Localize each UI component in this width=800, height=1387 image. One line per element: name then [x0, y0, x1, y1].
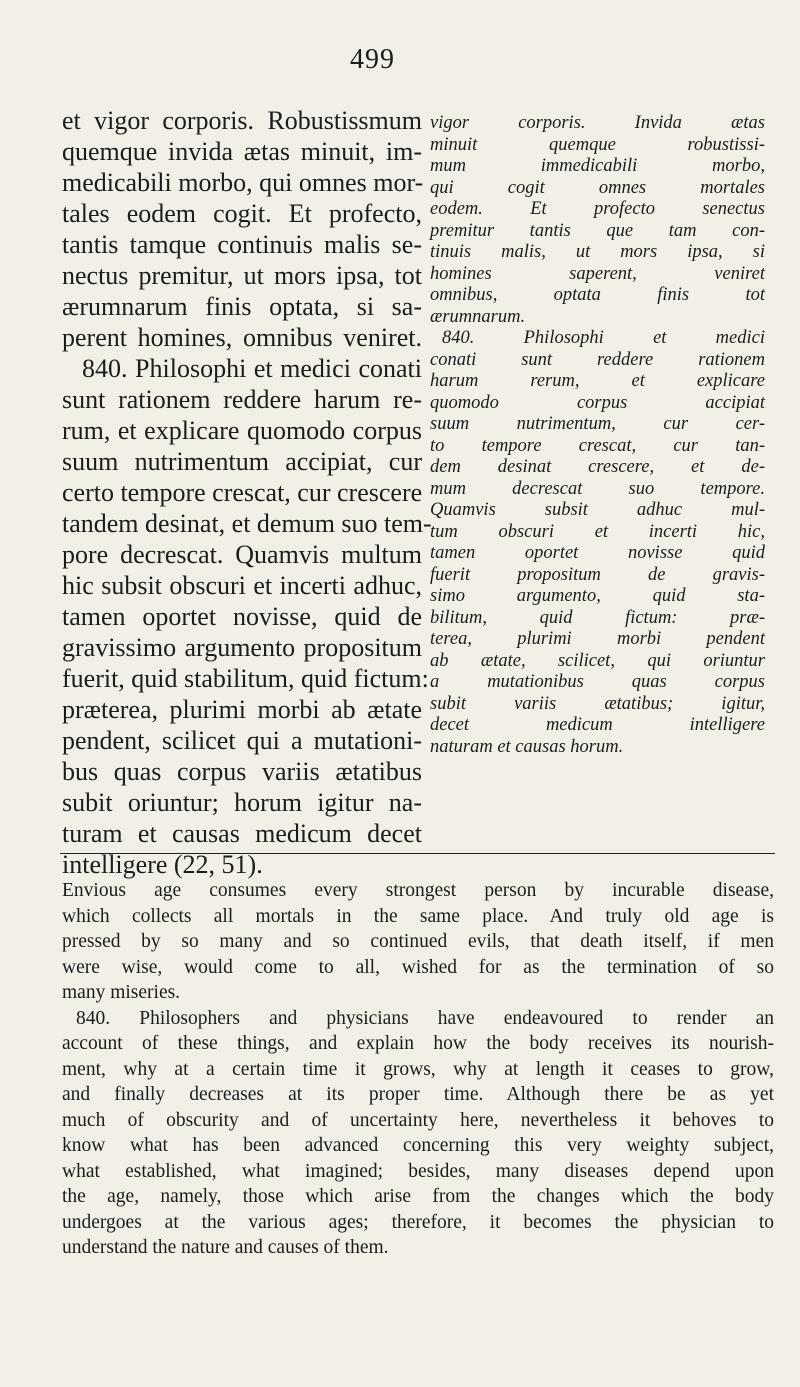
- latin-line: ærumnarum finis optata, si sa-: [62, 292, 422, 321]
- ordo-line: Quamvis subsit adhuc mul-: [430, 500, 765, 520]
- latin-line: et vigor corporis. Robustissmum: [62, 106, 422, 135]
- ordo-line: bilitum, quid fictum: præ-: [430, 607, 765, 628]
- ordo-line: suum nutrimentum, cur cer-: [430, 414, 765, 434]
- translation-line: pressed by so many and so continued evils, that death itself, if men: [62, 931, 774, 952]
- ordo-line: 840. Philosophi et medici: [442, 328, 765, 348]
- page-number: 499: [350, 44, 395, 75]
- translation-line: were wise, would come to all, wished for as the termination of so: [62, 956, 774, 978]
- latin-line: intelligere (22, 51).: [62, 850, 263, 879]
- ordo-line: ab ætate, scilicet, qui oriuntur: [430, 650, 765, 671]
- latin-line: sunt rationem reddere harum re-: [62, 385, 422, 414]
- latin-line: perent homines, omnibus veniret.: [62, 323, 422, 352]
- latin-line: pendent, scilicet qui a mutationi-: [62, 726, 422, 755]
- ordo-line: mum decrescat suo tempore.: [430, 478, 765, 499]
- latin-text-column: [62, 105, 432, 880]
- translation-line: and finally decreases at its proper time. Although there be as yet: [62, 1084, 774, 1105]
- ordo-line: minuit quemque robustissi-: [430, 134, 765, 155]
- ordo-line: harum rerum, et explicare: [430, 371, 765, 391]
- ordo-line: dem desinat crescere, et de-: [430, 457, 765, 477]
- ordo-text-column: [430, 113, 765, 758]
- latin-line: certo tempore crescat, cur crescere: [62, 478, 423, 507]
- english-translation: [62, 878, 774, 1261]
- latin-line: tantis tamque continuis malis se-: [62, 230, 422, 259]
- latin-line: pore decrescat. Quamvis multum: [62, 540, 422, 569]
- latin-line: præterea, plurimi morbi ab ætate: [62, 695, 422, 724]
- translation-line: Envious age consumes every strongest person by incurable disease,: [62, 880, 774, 901]
- translation-line: know what has been advanced concerning this very weighty subject,: [62, 1135, 774, 1156]
- ordo-line: tamen oportet novisse quid: [430, 543, 765, 563]
- ordo-line: to tempore crescat, cur tan-: [430, 435, 765, 456]
- latin-line: suum nutrimentum accipiat, cur: [62, 447, 422, 476]
- ordo-line: omnibus, optata finis tot: [430, 285, 765, 305]
- ordo-line: tum obscuri et incerti hic,: [430, 521, 765, 542]
- translation-line: ment, why at a certain time it grows, why at length it ceases to grow,: [62, 1058, 774, 1080]
- latin-line: gravissimo argumento propositum: [62, 633, 422, 662]
- ordo-line: mum immedicabili morbo,: [430, 156, 765, 176]
- latin-line: hic subsit obscuri et incerti adhuc,: [62, 571, 422, 600]
- translation-line: much of obscurity and of uncertainty here, nevertheless it behoves to: [62, 1109, 774, 1131]
- ordo-line: quomodo corpus accipiat: [430, 392, 765, 413]
- translation-line: many miseries.: [62, 982, 181, 1003]
- ordo-line: homines saperent, veniret: [430, 263, 765, 284]
- translation-line: understand the nature and causes of them.: [62, 1237, 389, 1258]
- ordo-line: qui cogit omnes mortales: [430, 177, 765, 198]
- latin-line: nectus premitur, ut mors ipsa, tot: [62, 261, 422, 290]
- translation-line: what established, what imagined; besides, many diseases depend upon: [62, 1160, 774, 1182]
- ordo-line: decet medicum intelligere: [430, 715, 765, 735]
- ordo-line: subit variis ætatibus; igitur,: [430, 693, 765, 714]
- ordo-line: fuerit propositum de gravis-: [430, 564, 765, 585]
- latin-line: tales eodem cogit. Et profecto,: [62, 199, 422, 228]
- ordo-line: terea, plurimi morbi pendent: [430, 629, 765, 649]
- translation-line: undergoes at the various ages; therefore, it becomes the physician to: [62, 1211, 774, 1233]
- ordo-line: eodem. Et profecto senectus: [430, 199, 765, 219]
- latin-line: 840. Philosophi et medici conati: [82, 354, 422, 383]
- latin-line: tamen oportet novisse, quid de: [62, 602, 422, 631]
- translation-line: 840. Philosophers and physicians have endeavoured to render an: [76, 1007, 774, 1029]
- section-divider: [60, 853, 775, 854]
- ordo-line: simo argumento, quid sta-: [430, 586, 765, 606]
- latin-line: fuerit, quid stabilitum, quid fictum:: [62, 664, 429, 693]
- ordo-line: ærumnarum.: [430, 306, 526, 327]
- translation-line: which collects all mortals in the same place. And truly old age is: [62, 905, 774, 927]
- translation-line: account of these things, and explain how the body receives its nourish-: [62, 1033, 774, 1054]
- translation-line: the age, namely, those which arise from the changes which the body: [62, 1186, 774, 1207]
- latin-line: bus quas corpus variis ætatibus: [62, 757, 422, 786]
- ordo-line: a mutationibus quas corpus: [430, 672, 765, 692]
- latin-line: subit oriuntur; horum igitur na-: [62, 788, 422, 817]
- ordo-line: tinuis malis, ut mors ipsa, si: [430, 242, 765, 262]
- latin-line: tandem desinat, et demum suo tem-: [62, 509, 432, 538]
- ordo-line: vigor corporis. Invida ætas: [430, 113, 765, 133]
- latin-line: quemque invida ætas minuit, im-: [62, 137, 422, 166]
- latin-line: turam et causas medicum decet: [62, 819, 422, 848]
- latin-line: rum, et explicare quomodo corpus: [62, 416, 422, 445]
- ordo-line: premitur tantis que tam con-: [430, 220, 765, 241]
- ordo-line: naturam et causas horum.: [430, 736, 624, 757]
- ordo-line: conati sunt reddere rationem: [430, 349, 765, 370]
- latin-line: medicabili morbo, qui omnes mor-: [62, 168, 424, 197]
